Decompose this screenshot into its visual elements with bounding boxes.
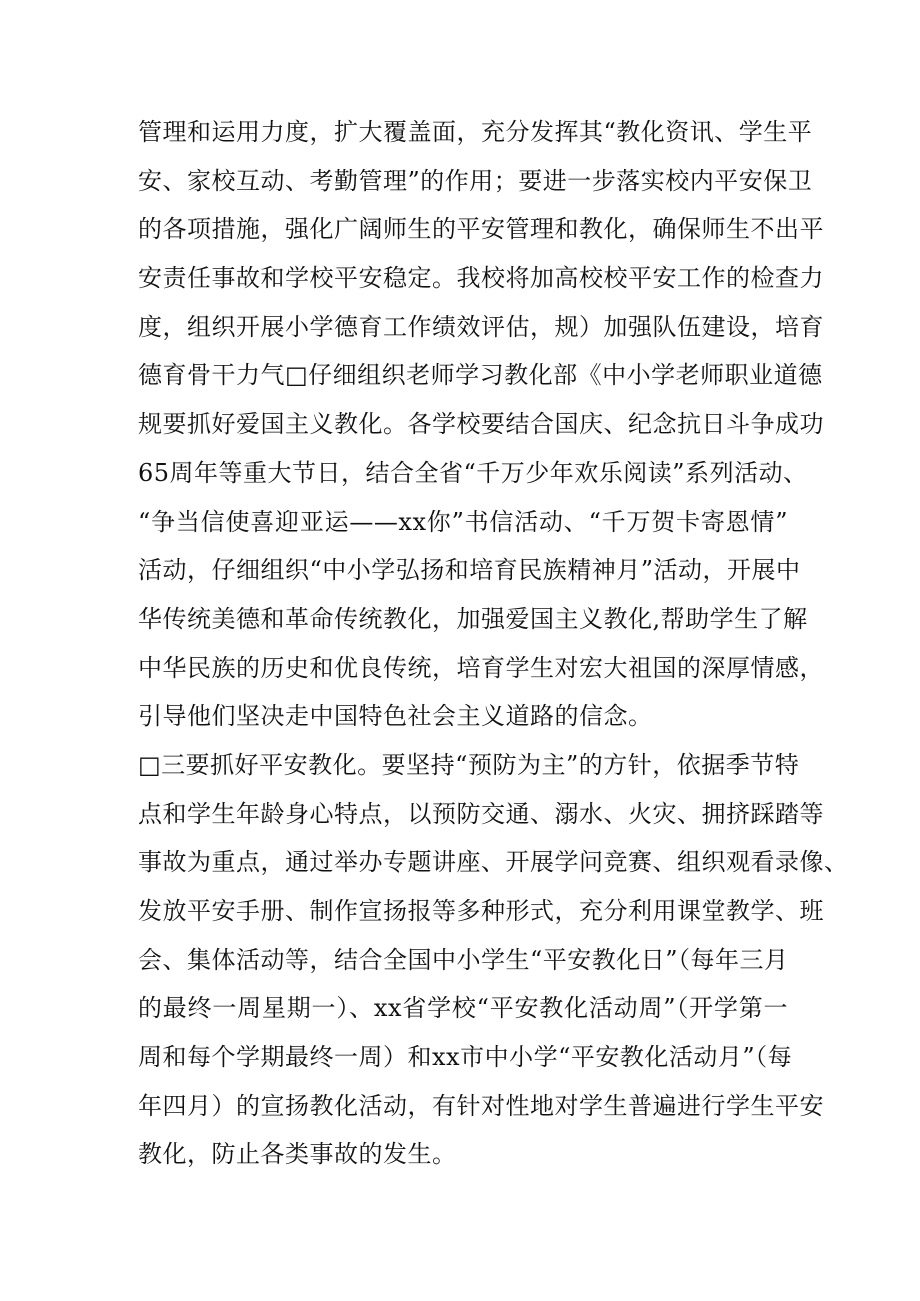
text-line: 的各项措施，强化广阔师生的平安管理和教化，确保师生不出平: [138, 215, 824, 244]
text-line: 华传统美德和革命传统教化，加强爱国主义教化,帮助学生了解: [138, 604, 808, 633]
text-line: 事故为重点，通过举办专题讲座、开展学问竞赛、组织观看录像、: [138, 848, 849, 877]
text-line: “争当信使喜迎亚运——xx你”书信活动、“千万贺卡寄恩情”: [138, 507, 788, 536]
text-line: 管理和运用力度，扩大覆盖面，充分发挥其“教化资讯、学生平: [138, 118, 813, 146]
text-line: 安责任事故和学校平安稳定。我校将加高校校平安工作的检查力: [138, 264, 824, 293]
text-line: 的最终一周星期一）、xx省学校“平安教化活动周”（开学第一: [138, 994, 788, 1023]
text-line: 引导他们坚决走中国特色社会主义道路的信念。: [138, 702, 653, 731]
text-line: 65周年等重大节日，结合全省“千万少年欢乐阅读”系列活动、: [138, 458, 808, 487]
text-line: 中华民族的历史和优良传统，培育学生对宏大祖国的深厚情感，: [138, 653, 824, 682]
text-line: 安、家校互动、考勤管理”的作用；要进一步落实校内平安保卫: [138, 166, 813, 195]
text-line: 德育骨干力气□仔细组织老师学习教化部《中小学老师职业道德: [138, 361, 823, 390]
text-line: 教化，防止各类事故的发生。: [138, 1140, 457, 1169]
text-line: □三要抓好平安教化。要坚持“预防为主”的方针，依据季节特: [138, 750, 800, 779]
text-line: 周和每个学期最终一周）和xx市中小学“平安教化活动月”（每: [138, 1043, 793, 1072]
text-line: 活动，仔细组织“中小学弘扬和培育民族精神月”活动，开展中: [138, 556, 801, 585]
text-line: 点和学生年龄身心特点，以预防交通、溺水、火灾、拥挤踩踏等: [138, 799, 824, 828]
text-line: 规要抓好爱国主义教化。各学校要结合国庆、纪念抗日斗争成功: [138, 410, 824, 439]
document-body: [138, 108, 849, 1179]
text-line: 度，组织开展小学德育工作绩效评估，规）加强队伍建设，培育: [138, 312, 824, 341]
text-line: 会、集体活动等，结合全国中小学生“平安教化日”（每年三月: [138, 945, 789, 974]
text-line: 年四月）的宣扬教化活动，有针对性地对学生普遍进行学生平安: [138, 1091, 824, 1120]
text-line: 发放平安手册、制作宣扬报等多种形式，充分利用课堂教学、班: [138, 897, 824, 925]
